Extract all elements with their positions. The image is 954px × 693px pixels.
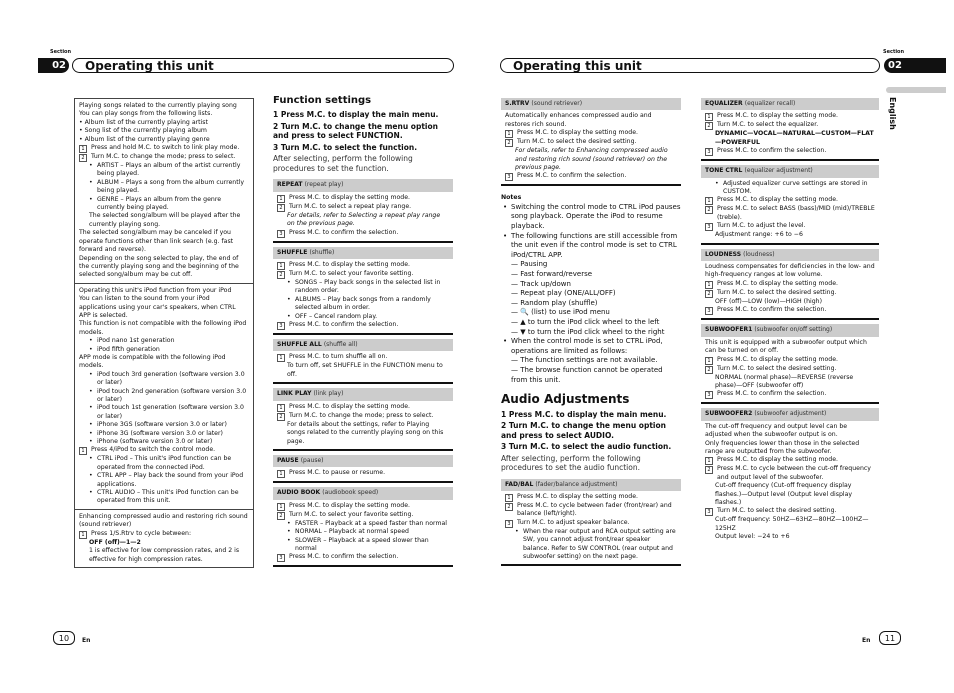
step-text: Press M.C. to confirm the selection. (717, 306, 827, 314)
step-text: Press M.C. to confirm the selection. (717, 147, 827, 155)
step-3: 3 Turn M.C. to adjust the level. (705, 222, 875, 231)
text-line: 1 is effective for low compression rates, and 2 is effective for high compression rates. (89, 547, 240, 563)
bullet (79, 371, 249, 388)
step-3: 3 Turn M.C. to select the desired setting. (705, 507, 875, 516)
text-line: Playing songs related to the currently playing song (79, 102, 237, 109)
srtrv-block (501, 110, 681, 186)
header-sub: (pause) (300, 456, 324, 464)
tone-ctrl-header (701, 165, 879, 177)
header-title: LINK PLAY (277, 390, 312, 398)
step-note: OFF (off)—LOW (low)—HIGH (high) (715, 297, 822, 305)
procedure-step: 2 Turn M.C. to change the menu option and press to select FUNCTION. (273, 121, 438, 141)
step-text: Press M.C. to display the setting mode. (717, 279, 838, 287)
step-text: Press M.C. to display the setting mode. (517, 492, 638, 500)
text-line: APP mode is compatible with the following iPod models. (79, 353, 226, 370)
step-text: Press M.C. to display the setting mode. (289, 501, 410, 509)
step-3: 3 Press M.C. to confirm the selection. (277, 229, 449, 238)
column-3 (501, 98, 681, 570)
bullet (79, 455, 249, 472)
step-2: 2 Press M.C. to select BASS (bass)/MID (mid)/TREBLE (treble). (705, 205, 875, 222)
step-text: Turn M.C. to select the desired setting. (517, 138, 637, 146)
step-text: Press M.C. to confirm the selection. (517, 172, 627, 180)
bullet-text: • CTRL iPod – This unit's iPod function can be operated from the connected iPod. (97, 455, 232, 471)
column-1 (74, 98, 254, 568)
bullet-text: • SLOWER – Playback at a speed slower than normal (295, 536, 429, 552)
step-1: 1 Press M.C. to pause or resume. (277, 469, 449, 478)
note-item: — The browse function cannot be operated from this unit. (511, 365, 663, 384)
audio-book-block (273, 500, 453, 568)
step-text: Turn M.C. to change the mode; press to select. (91, 153, 236, 161)
note (501, 232, 681, 261)
step-2: 2 Turn M.C. to select your favorite setting. (277, 270, 449, 279)
step-text: Press M.C. to display the setting mode. (289, 261, 410, 269)
step-note: Output level: −24 to +6 (715, 533, 790, 541)
lang-code-right: En (862, 637, 871, 644)
step-3: 3 Press M.C. to confirm the selection. (705, 306, 875, 315)
shuffle-header (273, 247, 453, 259)
step-text: Press M.C. to display the setting mode. (717, 355, 838, 363)
procedure-step: 3 Turn M.C. to select the audio function. (501, 442, 672, 452)
header-sub: (shuffle all) (323, 341, 358, 349)
tone-ctrl-block (701, 178, 879, 245)
step-text: Press M.C. to display the setting mode. (717, 112, 838, 120)
bullet-text: • OFF – Cancel random play. (295, 312, 378, 320)
step-2: 2 Turn M.C. to select the desired setting. (505, 138, 677, 147)
srtrv-header (501, 98, 681, 110)
note-item: — Fast forward/reverse (511, 270, 593, 278)
page-title-right: Operating this unit (500, 58, 880, 73)
header-sub: (equalizer adjustment) (744, 167, 813, 175)
note-text: • Switching the control mode to CTRL iPod pauses song playback. Operate the iPod to resume playback. (511, 202, 681, 231)
step-text: Press M.C. to display the setting mode. (717, 456, 838, 464)
step-text: Press M.C. to turn shuffle all on. (289, 353, 388, 361)
step-1: 1 Press M.C. to display the setting mode. (705, 280, 875, 289)
bullet-text: • ARTIST – Plays an album of the artist currently being played. (97, 162, 241, 178)
pause-header (273, 455, 453, 467)
step-1: 1 Press M.C. to display the setting mode. (277, 502, 449, 511)
step-text: Press M.C. to confirm the selection. (289, 321, 399, 329)
procedure-step: 1 Press M.C. to display the main menu. (501, 409, 667, 419)
bullet (79, 489, 249, 506)
bullet (79, 404, 249, 421)
bullet-text: • Adjusted equalizer curve settings are stored in CUSTOM. (723, 179, 868, 196)
text-line: Operating this unit's iPod function from your iPod (79, 286, 232, 294)
header-sub: (shuffle) (309, 248, 335, 256)
header-title: PAUSE (277, 456, 299, 464)
text-line: • Album list of the currently playing genre (79, 135, 210, 143)
language-label: English (888, 97, 897, 130)
section-label-right: Section (883, 49, 905, 55)
equalizer-header (701, 98, 879, 110)
bullet-text: • When the rear output and RCA output setting are SW, you cannot adjust front/rear speaker balance. Refer to SW CONTROL (rear output and subwoofer setting) on the next page. (523, 527, 676, 560)
step-2: 2 Turn M.C. to select your favorite setting. (277, 511, 449, 520)
step-text: Turn M.C. to select a repeat play range. (289, 202, 412, 210)
step-1: 1 Press 4/iPod to switch the control mode. (79, 446, 249, 455)
header-sub: (link play) (313, 390, 344, 398)
bullet-text: • iPod fifth generation (97, 345, 160, 353)
step-2: 2 Turn M.C. to select the equalizer. (705, 121, 875, 130)
header-sub: (subwoofer adjustment) (754, 410, 827, 418)
section-label-left: Section (50, 49, 72, 55)
step-text: Press M.C. to cycle between the cut-off frequency and output level of the subwoofer. (717, 465, 871, 481)
function-settings-heading: Function settings (273, 95, 372, 106)
header-sub: (equalizer recall) (744, 100, 796, 107)
bullet (79, 337, 249, 345)
loudness-header (701, 249, 879, 261)
step-text: Turn M.C. to select the desired setting. (717, 507, 837, 515)
text-line: Enhancing compressed audio and restoring rich sound (sound retriever) (79, 512, 248, 529)
step-2: 2 Turn M.C. to select a repeat play range. (277, 203, 449, 212)
procedure-note: After selecting, perform the following procedures to set the audio function. (501, 453, 641, 473)
bullet-text: • iPod nano 1st generation (97, 337, 175, 345)
note-item: — Track up/down (511, 279, 571, 288)
step-1: 1 Press M.C. to display the setting mode. (705, 356, 875, 365)
link-play-block (273, 401, 453, 451)
note-text: • The following functions are still accessible from the unit even if the control mode is set to CTRL iPod/CTRL APP. (511, 231, 678, 259)
note-item: — Pausing (511, 260, 548, 269)
step-text: Press M.C. to select BASS (bass)/MID (mid)/TREBLE (treble). (717, 205, 875, 221)
note-item: — The function settings are not available. (511, 356, 658, 365)
note-text: • When the control mode is set to CTRL iPod, operations are limited as follows: (511, 337, 663, 355)
procedure-step: 3 Turn M.C. to select the function. (273, 142, 418, 152)
procedure-step: 1 Press M.C. to display the main menu. (273, 110, 439, 120)
step-text: Press and hold M.C. to switch to link play mode. (91, 144, 240, 152)
step-note: For details about the settings, refer to Playing songs related to the currently playing song on this page. (287, 420, 444, 445)
header-sub: (repeat play) (304, 181, 344, 189)
note (501, 337, 681, 356)
step-2: 2 Turn M.C. to change the mode; press to select. (277, 412, 449, 421)
loudness-block (701, 261, 879, 320)
text-line: Only frequencies lower than those in the selected range are outputted from the subwoofer. (705, 439, 860, 455)
bullet-text: • iPhone (software version 3.0 or later) (97, 438, 213, 446)
text-line: The selected song/album will be played after the currently playing song. (89, 212, 241, 228)
step-1: 1 Press M.C. to display the setting mode. (277, 403, 449, 412)
equalizer-block (701, 110, 879, 161)
step-3: 3 Turn M.C. to adjust speaker balance. (505, 519, 677, 528)
step-3: 3 Press M.C. to confirm the selection. (277, 553, 449, 562)
step-note: Cut-off frequency (Cut-off frequency display flashes.)—Output level (Output level display flashes.) (715, 482, 853, 506)
bullet (79, 196, 249, 213)
step-1: 1 Press M.C. to display the setting mode. (705, 196, 875, 205)
text-line: The cut-off frequency and output level can be adjusted when the subwoofer output is on. (705, 422, 848, 439)
bullet-text: • NORMAL – Playback at normal speed (295, 528, 409, 536)
text-line: The selected song/album may be canceled if you operate functions other than link search (e.g. fast forward and reverse). (79, 229, 234, 254)
step-text: Press M.C. to confirm the selection. (289, 553, 399, 561)
step-2: 2 Press M.C. to cycle between the cut-off frequency and output level of the subwoofer. (705, 465, 875, 482)
step-3: 3 Press M.C. to confirm the selection. (505, 172, 677, 181)
header-title: SUBWOOFER1 (705, 326, 753, 334)
bullet-text: • iPhone 3G (software version 3.0 or later) (97, 429, 223, 437)
header-sub: (fader/balance adjustment) (535, 480, 618, 488)
repeat-header (273, 179, 453, 191)
bullet (277, 528, 449, 536)
step-text: Turn M.C. to select your favorite setting. (289, 270, 414, 278)
step-note: To turn off, set SHUFFLE in the FUNCTION menu to off. (287, 362, 443, 378)
step-1: 1 Press M.C. to display the setting mode. (705, 456, 875, 465)
shuffle-block (273, 259, 453, 335)
bullet (79, 430, 249, 438)
bullet-text: • GENRE – Plays an album from the genre currently being played. (97, 195, 222, 212)
text-line: Depending on the song selected to play, the end of the currently playing song and the beginning of the selected song/album may be cut off. (79, 254, 239, 279)
header-title: TONE CTRL (705, 167, 743, 175)
step-text: Press M.C. to confirm the selection. (717, 390, 827, 398)
step-1: 1 Press M.C. to turn shuffle all on. (277, 353, 449, 362)
bullet-text: • iPod touch 2nd generation (software version 3.0 or later) (97, 387, 247, 403)
step-text: Press M.C. to display the setting mode. (289, 193, 410, 201)
subwoofer2-header (701, 408, 879, 420)
link-play-box (74, 98, 254, 568)
header-title: SHUFFLE ALL (277, 341, 322, 349)
bullet (277, 537, 449, 554)
header-title: LOUDNESS (705, 250, 742, 258)
note-item: — Random play (shuffle) (511, 298, 598, 307)
text-line: Automatically enhances compressed audio and restores rich sound. (505, 112, 652, 128)
header-title: FAD/BAL (505, 480, 534, 488)
shuffle-all-block (273, 351, 453, 384)
note-item: — 🔍 (list) to use iPod menu (511, 308, 610, 317)
step-text: Press M.C. to cycle between fader (front/rear) and balance (left/right). (517, 501, 672, 518)
bullet (505, 528, 677, 562)
step-2: 2 Press M.C. to cycle between fader (front/rear) and balance (left/right). (505, 502, 677, 519)
note-item: — Repeat play (ONE/ALL/OFF) (511, 289, 616, 298)
step-2: 2 Turn M.C. to select the desired setting. (705, 365, 875, 374)
header-sub: (loudness) (743, 250, 775, 258)
fad-header (501, 479, 681, 491)
text-line: • Song list of the currently playing album (79, 127, 207, 135)
section-number-right: 02 (884, 58, 946, 73)
lang-code-left: En (82, 637, 91, 644)
step-note: For details, refer to Selecting a repeat play range on the previous page. (287, 211, 441, 228)
step-text: Turn M.C. to adjust speaker balance. (517, 518, 630, 526)
step-2: 2 Turn M.C. to change the mode; press to select. (79, 153, 249, 162)
notes-title: Notes (501, 194, 522, 202)
header-sub: (audiobook speed) (322, 489, 379, 497)
header-sub: (sound retriever) (531, 100, 583, 107)
header-title: SHUFFLE (277, 248, 308, 256)
subwoofer2-block (701, 421, 879, 545)
step-1: 1 Press M.C. to display the setting mode. (277, 194, 449, 203)
divider (75, 509, 253, 510)
bullet (79, 162, 249, 179)
step-text: Turn M.C. to adjust the level. (717, 222, 806, 230)
note-item: — ▼ to turn the iPod click wheel to the right (511, 327, 665, 336)
text-line: OFF (off)—1—2 (89, 538, 141, 546)
header-title: SUBWOOFER2 (705, 410, 753, 418)
bullet (705, 180, 875, 197)
page-number-right: 11 (879, 631, 901, 645)
pause-block (273, 467, 453, 483)
step-text: Press 4/iPod to switch the control mode. (91, 446, 216, 454)
step-text: Turn M.C. to select the desired setting. (717, 364, 837, 372)
bullet (79, 388, 249, 405)
step-3: 3 Press M.C. to confirm the selection. (277, 321, 449, 330)
step-1: 1 Press M.C. to display the setting mode. (505, 493, 677, 502)
bullet-text: • CTRL AUDIO – This unit's iPod function can be operated from this unit. (97, 489, 239, 505)
step-note: NORMAL (normal phase)—REVERSE (reverse phase)—OFF (subwoofer off) (715, 373, 854, 389)
bullet (277, 279, 449, 296)
bullet (277, 313, 449, 321)
step-text: Press M.C. to confirm the selection. (289, 228, 399, 236)
step-1: 1 Press and hold M.C. to switch to link play mode. (79, 144, 249, 153)
text-line: This unit is equipped with a subwoofer output which can be turned on or off. (705, 338, 867, 355)
page-number-left: 10 (53, 631, 75, 645)
text-line: Loudness compensates for deficiencies in the low- and high-frequency ranges at low volume. (705, 263, 875, 279)
step-text: Press M.C. to display the setting mode. (517, 129, 638, 137)
step-2: 2 Turn M.C. to select the desired setting. (705, 289, 875, 298)
subwoofer1-header (701, 324, 879, 336)
step-text: Turn M.C. to change the mode; press to select. (289, 411, 434, 419)
text-line: • Album list of the currently playing artist (79, 118, 208, 126)
fad-block (501, 491, 681, 566)
bullet (79, 421, 249, 429)
step-text: Turn M.C. to select the desired setting. (717, 288, 837, 296)
shuffle-all-header (273, 339, 453, 351)
bullet-text: • iPod touch 1st generation (software version 3.0 or later) (97, 404, 244, 420)
step-note: For details, refer to Enhancing compressed audio and restoring rich sound (sound retriever) on the previous page. (515, 147, 668, 172)
bullet-text: • FASTER – Playback at a speed faster than normal (295, 519, 447, 527)
section-number-left: 02 (38, 58, 69, 73)
step-note: Cut-off frequency: 50HZ—63HZ—80HZ—100HZ—125HZ (715, 516, 869, 532)
language-tab (886, 87, 946, 93)
header-title: EQUALIZER (705, 100, 743, 107)
bullet-text: • SONGS – Play back songs in the selected list in random order. (295, 279, 441, 295)
page-title-left: Operating this unit (72, 58, 454, 73)
text-line: This function is not compatible with the following iPod models. (79, 320, 247, 336)
audio-adjustments-heading: Audio Adjustments (501, 392, 630, 407)
bullet-text: • iPhone 3GS (software version 3.0 or later) (97, 421, 227, 429)
step-note: Adjustment range: +6 to −6 (715, 231, 803, 239)
note-item: — ▲ to turn the iPod click wheel to the left (511, 317, 660, 326)
header-title: REPEAT (277, 181, 303, 189)
header-title: S.RTRV (505, 100, 530, 107)
step-text: Press 1/S.Rtrv to cycle between: (91, 529, 192, 537)
text-line: You can play songs from the following lists. (79, 110, 213, 118)
column-4 (701, 98, 879, 549)
step-text: Turn M.C. to select the equalizer. (717, 121, 819, 129)
bullet (79, 438, 249, 446)
bullet (79, 346, 249, 354)
procedure-step: 2 Turn M.C. to change the menu option and press to select AUDIO. (501, 421, 666, 440)
column-2 (273, 97, 453, 571)
bullet-text: • ALBUMS – Play back songs from a randomly selected album in order. (295, 295, 431, 312)
step-text: Press M.C. to display the setting mode. (289, 402, 410, 410)
procedure-note: After selecting, perform the following procedures to set the function. (273, 154, 413, 173)
header-title: AUDIO BOOK (277, 489, 321, 497)
step-1: 1 Press M.C. to display the setting mode. (277, 261, 449, 270)
bullet-text: • ALBUM – Plays a song from the album currently being played. (97, 178, 245, 195)
step-text: Press M.C. to display the setting mode. (717, 196, 838, 204)
step-1: 1 Press M.C. to display the setting mode. (705, 112, 875, 121)
audio-book-header (273, 487, 453, 499)
bullet (277, 520, 449, 528)
header-sub: (subwoofer on/off setting) (754, 326, 833, 334)
step-text: Turn M.C. to select your favorite setting. (289, 510, 414, 518)
step-1: 1 Press M.C. to display the setting mode. (505, 129, 677, 138)
link-play-header (273, 388, 453, 400)
text-line: You can listen to the sound from your iPod applications using your car's speakers, when CTRL APP is selected. (79, 295, 236, 319)
bullet (79, 179, 249, 196)
step-3: 3 Press M.C. to confirm the selection. (705, 390, 875, 399)
step-3: 3 Press M.C. to confirm the selection. (705, 147, 875, 156)
bullet (277, 296, 449, 313)
bullet-text: • iPod touch 3rd generation (software version 3.0 or later) (97, 370, 245, 387)
repeat-block (273, 192, 453, 243)
step-note: DYNAMIC—VOCAL—NATURAL—CUSTOM—FLAT—POWERFUL (715, 130, 874, 146)
notes-body (501, 203, 681, 385)
step-1: 1 Press 1/S.Rtrv to cycle between: (79, 530, 249, 539)
bullet (79, 472, 249, 489)
subwoofer1-block (701, 337, 879, 405)
step-text: Press M.C. to pause or resume. (289, 469, 386, 477)
note (501, 203, 681, 232)
bullet-text: • CTRL APP – Play back the sound from your iPod applications. (97, 472, 244, 488)
divider (75, 283, 253, 284)
